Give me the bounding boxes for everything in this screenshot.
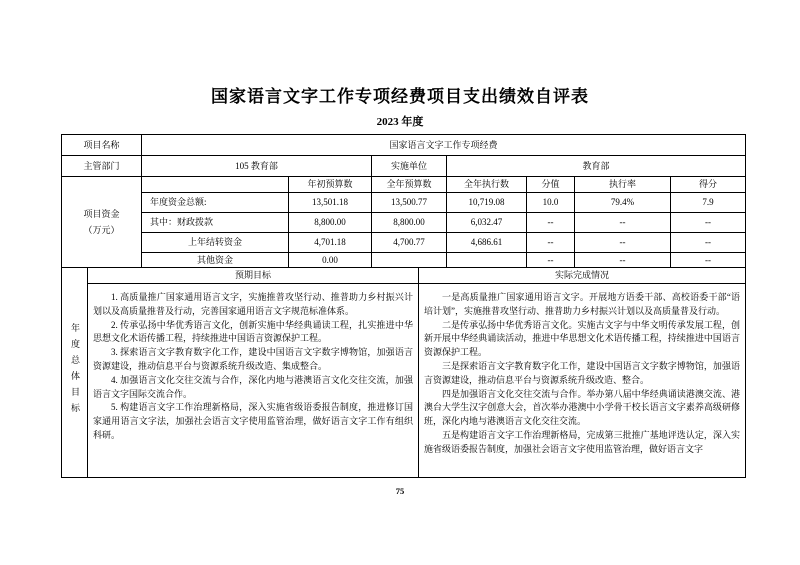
fund-initial-budget: 4,701.18 <box>289 233 372 253</box>
expected-goal-header: 预期目标 <box>88 268 419 284</box>
fund-row-label: 年度资金总额: <box>142 193 289 213</box>
actual-result-paragraph: 一是高质量推广国家通用语言文字。开展地方语委干部、高校语委干部“语培计划”，实施推普攻坚行动、推普助力乡村振兴计划以及高质量普及行动。 <box>424 292 740 316</box>
expected-goal-cell <box>88 284 419 478</box>
funds-header-score: 得分 <box>671 177 746 193</box>
actual-result-paragraph: 五是构建语言文字工作治理新格局，完成第三批推广基地评选认定，深入实施省级语委报告制度，加强社会语言文字使用监管治理，做好语言文字 <box>424 429 740 454</box>
goals-header-row <box>62 268 746 284</box>
dept-label: 主管部门 <box>62 156 142 177</box>
funds-row-other <box>62 253 746 268</box>
annual-goal-side-cell <box>62 268 88 478</box>
page-title: 国家语言文字工作专项经费项目支出绩效自评表 <box>211 87 589 106</box>
fund-rate: -- <box>575 213 671 233</box>
funds-header-points: 分值 <box>527 177 575 193</box>
fund-initial-budget: 0.00 <box>289 253 372 268</box>
fund-row-label: 其他资金 <box>142 253 289 268</box>
actual-result-paragraph: 三是探索语言文字教育数字化工作，建设中国语言文字数字博物馆，加强语言资源建设，推动信息平台与资源系统升级改造、整合。 <box>424 360 740 385</box>
project-name-label: 项目名称 <box>62 135 142 156</box>
fund-annual-budget <box>372 253 447 268</box>
funds-header-initial-budget: 年初预算数 <box>289 177 372 193</box>
fund-score: -- <box>671 253 746 268</box>
expected-goal-paragraph: 1. 高质量推广国家通用语言文字，实施推普攻坚行动、推普助力乡村振兴计划以及高质量推普及行动，完善国家通用语言文字规范标准体系。 <box>93 292 413 316</box>
funds-header-empty <box>142 177 289 193</box>
funds-header-row <box>62 177 746 193</box>
actual-result-header: 实际完成情况 <box>419 268 746 284</box>
fund-row-label: 其中：财政拨款 <box>142 213 289 233</box>
fund-score: -- <box>671 233 746 253</box>
actual-result-paragraph: 四是加强语言文化交往交流与合作。举办第八届中华经典诵读港澳交流、港澳台大学生汉字创意大会，首次举办港澳中小学骨干校长语言文字素养高级研修班，深化内地与港澳语言文化交往交流。 <box>424 388 740 427</box>
fund-points: -- <box>527 213 575 233</box>
page-subtitle: 2023 年度 <box>376 116 424 128</box>
funds-row-total <box>62 193 746 213</box>
unit-value: 教育部 <box>447 156 746 177</box>
fund-executed: 6,032.47 <box>447 213 527 233</box>
project-info-and-funds-table <box>61 134 746 268</box>
fund-rate: -- <box>575 233 671 253</box>
project-name-value: 国家语言文字工作专项经费 <box>142 135 746 156</box>
fund-executed <box>447 253 527 268</box>
fund-score: 7.9 <box>671 193 746 213</box>
funds-section-label-line2: （万元） <box>83 225 120 235</box>
fund-score: -- <box>671 213 746 233</box>
department-row <box>62 156 746 177</box>
expected-goal-paragraph: 4. 加强语言文化交往交流与合作，深化内地与港澳语言文化交往交流，加强语言文字国际交流合作。 <box>93 374 413 399</box>
annual-goal-side-label: 年度总体目标 <box>70 323 80 419</box>
unit-label: 实施单位 <box>372 156 447 177</box>
fund-initial-budget: 8,800.00 <box>289 213 372 233</box>
fund-points: -- <box>527 253 575 268</box>
fund-points: 10.0 <box>527 193 575 213</box>
fund-initial-budget: 13,501.18 <box>289 193 372 213</box>
page-number: 75 <box>395 486 405 496</box>
fund-rate: -- <box>575 253 671 268</box>
fund-executed: 10,719.08 <box>447 193 527 213</box>
project-name-row <box>62 135 746 156</box>
fund-executed: 4,686.61 <box>447 233 527 253</box>
funds-row-fiscal <box>62 213 746 233</box>
fund-annual-budget: 13,500.77 <box>372 193 447 213</box>
actual-result-paragraph: 二是传承弘扬中华优秀语言文化。实施古文字与中华文明传承发展工程，创新开展中华经典诵读活动，推进中华思想文化术语传播工程，持续推进中国语言资源保护工程。 <box>424 319 740 358</box>
funds-header-rate: 执行率 <box>575 177 671 193</box>
funds-section-label <box>62 177 142 268</box>
goals-body-row <box>62 284 746 478</box>
fund-annual-budget: 8,800.00 <box>372 213 447 233</box>
fund-rate: 79.4% <box>575 193 671 213</box>
fund-row-label: 上年结转资金 <box>142 233 289 253</box>
funds-row-carryover <box>62 233 746 253</box>
actual-result-cell <box>419 284 746 478</box>
funds-header-executed: 全年执行数 <box>447 177 527 193</box>
annual-goals-table <box>61 267 746 478</box>
fund-annual-budget: 4,700.77 <box>372 233 447 253</box>
expected-goal-paragraph: 2. 传承弘扬中华优秀语言文化，创新实施中华经典诵读工程，扎实推进中华思想文化术语传播工程，持续推进中国语言资源保护工程。 <box>93 319 413 344</box>
expected-goal-paragraph: 5. 构建语言文字工作治理新格局，深入实施省级语委报告制度，推进修订国家通用语言文字法，加强社会语言文字使用监管治理，做好语言文字工作有组织科研。 <box>93 402 413 440</box>
funds-section-label-line1: 项目资金 <box>83 209 120 219</box>
fund-points: -- <box>527 233 575 253</box>
dept-value: 105 教育部 <box>142 156 372 177</box>
expected-goal-paragraph: 3. 探索语言文字教育数字化工作，建设中国语言文字数字博物馆，加强语言资源建设，推动信息平台与资源系统升级改造、集成整合。 <box>93 347 413 371</box>
funds-header-annual-budget: 全年预算数 <box>372 177 447 193</box>
